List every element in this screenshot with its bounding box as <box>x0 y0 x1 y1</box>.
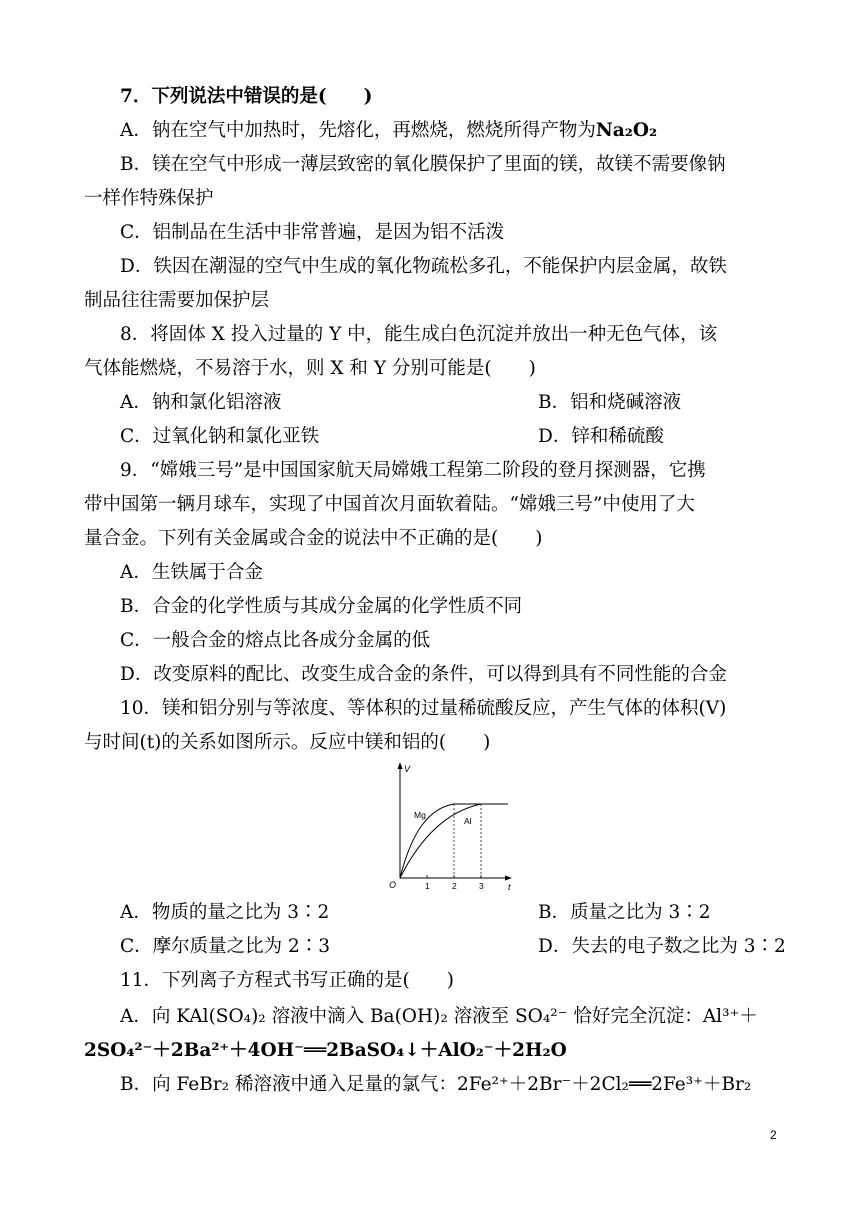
q10-stem-line1: 10．镁和铝分别与等浓度、等体积的过量稀硫酸反应，产生气体的体积(V) <box>120 698 727 719</box>
q7-option-b-line2: 一样作特殊保护 <box>84 188 214 209</box>
mg-label: Mg <box>414 810 426 820</box>
q8-option-d: D．锌和稀硫酸 <box>538 426 664 447</box>
q11-stem: 11．下列离子方程式书写正确的是( ) <box>120 970 454 991</box>
q9-stem-line2: 带中国第一辆月球车，实现了中国首次月面软着陆。“嫦娥三号”中使用了大 <box>84 494 695 515</box>
q7-option-a-text: A．钠在空气中加热时，先熔化，再燃烧，燃烧所得产物为 <box>120 120 596 141</box>
q8-option-c: C．过氧化钠和氯化亚铁 <box>120 426 320 447</box>
q9-option-b: B．合金的化学性质与其成分金属的化学性质不同 <box>120 596 523 617</box>
q8-stem-line2: 气体能燃烧，不易溶于水，则 X 和 Y 分别可能是( ) <box>84 358 536 379</box>
q8-option-a: A．钠和氯化铝溶液 <box>120 392 282 413</box>
q10-option-b: B．质量之比为 3∶2 <box>538 902 711 923</box>
tick-label-1: 1 <box>425 881 430 891</box>
q7-option-b-line1: B．镁在空气中形成一薄层致密的氧化膜保护了里面的镁，故镁不需要像钠 <box>120 154 726 175</box>
q9-option-c: C．一般合金的熔点比各成分金属的低 <box>120 630 431 651</box>
q10-stem-line2: 与时间(t)的关系如图所示。反应中镁和铝的( ) <box>84 732 491 753</box>
q7-stem: 7．下列说法中错误的是( ) <box>120 86 373 107</box>
q10-option-c: C．摩尔质量之比为 2∶3 <box>120 936 331 957</box>
tick-label-2: 2 <box>452 881 457 891</box>
y-axis-arrow <box>398 762 403 769</box>
q8-options-row2 <box>120 420 820 454</box>
y-axis-label: V <box>404 764 411 774</box>
q11-option-a-line1: A．向 KAl(SO₄)₂ 溶液中滴入 Ba(OH)₂ 溶液至 SO₄²⁻ 恰好完全沉淀：Al³⁺＋ <box>120 1006 758 1027</box>
x-axis-label: t <box>508 882 511 892</box>
al-label: Al <box>464 816 472 826</box>
q8-stem-line1: 8．将固体 X 投入过量的 Y 中，能生成白色沉淀并放出一种无色气体，该 <box>120 324 718 345</box>
q8-option-b: B．铝和烧碱溶液 <box>538 392 682 413</box>
q9-stem-line3: 量合金。下列有关金属或合金的说法中不正确的是( ) <box>84 528 543 549</box>
q7-option-a-formula: Na₂O₂ <box>595 120 658 141</box>
q9-stem-line1: 9．“嫦娥三号”是中国国家航天局嫦娥工程第二阶段的登月探测器，它携 <box>120 460 706 481</box>
q8-options-row1 <box>120 386 820 420</box>
q10-options-row2 <box>120 930 820 964</box>
q10-option-d: D．失去的电子数之比为 3∶2 <box>538 936 786 957</box>
q10-options-row1 <box>120 896 820 930</box>
q11-option-a-line2: 2SO₄²⁻＋2Ba²⁺＋4OH⁻══2BaSO₄↓＋AlO₂⁻＋2H₂O <box>84 1040 567 1061</box>
q7-option-a <box>120 114 820 148</box>
q7-option-c: C．铝制品在生活中非常普遍，是因为铝不活泼 <box>120 222 505 243</box>
x-axis-arrow <box>505 876 512 881</box>
q10-option-a: A．物质的量之比为 3∶2 <box>120 902 330 923</box>
q7-option-d-line2: 制品往往需要加保护层 <box>84 290 270 311</box>
page-number: 2 <box>770 1128 777 1142</box>
q7-option-d-line1: D．铁因在潮湿的空气中生成的氧化物疏松多孔，不能保护内层金属，故铁 <box>120 256 727 277</box>
origin-label: O <box>389 880 397 890</box>
q9-option-d: D．改变原料的配比、改变生成合金的条件，可以得到具有不同性能的合金 <box>120 664 727 685</box>
q9-option-a: A．生铁属于合金 <box>120 562 263 583</box>
q11-option-b: B．向 FeBr₂ 稀溶液中通入足量的氯气：2Fe²⁺＋2Br⁻＋2Cl₂══2Fe³⁺＋Br₂ <box>120 1074 752 1095</box>
tick-label-3: 3 <box>479 881 484 891</box>
volume-time-figure <box>384 760 514 892</box>
